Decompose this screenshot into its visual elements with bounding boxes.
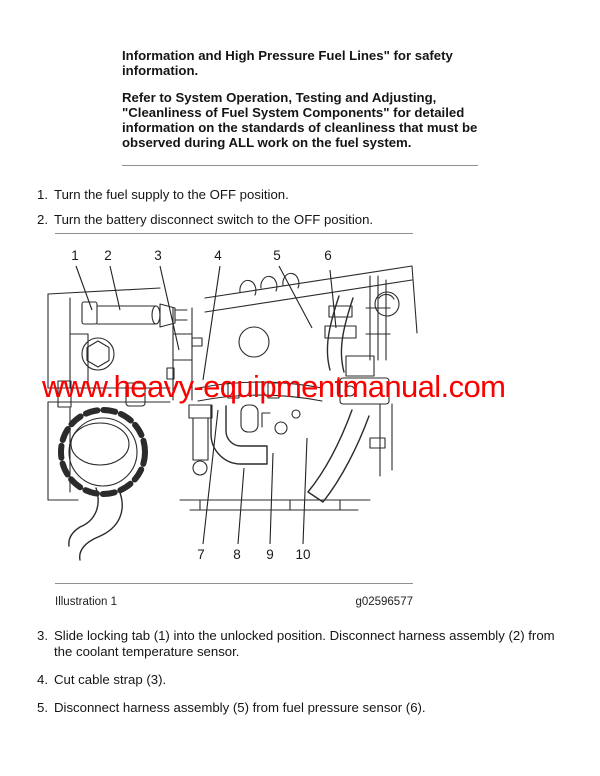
callout-label-7: 7 xyxy=(197,547,205,562)
engine-line-art xyxy=(40,238,420,578)
watermark-text: www.heavy-equipmentmanual.com xyxy=(42,369,506,404)
step-item-4 xyxy=(0,672,600,688)
engine-artwork xyxy=(48,266,417,560)
step-item-2 xyxy=(0,212,600,228)
step-item-3 xyxy=(0,628,600,660)
illustration-caption-label: Illustration 1 xyxy=(55,596,118,608)
illustration-bottom-divider xyxy=(55,583,413,584)
step-number: 2. xyxy=(37,212,48,227)
step-text: Turn the fuel supply to the OFF position. xyxy=(54,187,289,202)
callout-label-9: 9 xyxy=(266,547,274,562)
callout-label-4: 4 xyxy=(214,248,222,263)
step-number: 5. xyxy=(37,700,48,715)
illustration-top-divider xyxy=(55,233,413,234)
callout-label-5: 5 xyxy=(273,248,281,263)
callout-label-6: 6 xyxy=(324,248,332,263)
step-number: 4. xyxy=(37,672,48,687)
callout-label-10: 10 xyxy=(295,547,311,562)
callout-label-2: 2 xyxy=(104,248,112,263)
step-text: Cut cable strap (3). xyxy=(54,672,167,687)
section-divider xyxy=(122,165,478,166)
illustration-caption xyxy=(55,596,413,608)
engine-illustration-figure xyxy=(40,238,420,578)
callout-label-1: 1 xyxy=(71,248,79,263)
step-number: 3. xyxy=(37,628,48,643)
intro-paragraph-cleanliness: Refer to System Operation, Testing and Adjusting, "Cleanliness of Fuel System Components" for detailed information on the standards of cleanliness that must be observed during ALL work on the fuel system. xyxy=(122,90,478,150)
illustration-reference-number: g02596577 xyxy=(355,596,413,608)
step-item-1 xyxy=(0,187,600,203)
callout-label-3: 3 xyxy=(154,248,162,263)
step-item-5 xyxy=(0,700,600,716)
callout-label-8: 8 xyxy=(233,547,241,562)
step-text: Slide locking tab (1) into the unlocked position. Disconnect harness assembly (2) from the coolant temperature sensor. xyxy=(54,628,555,659)
intro-paragraph-safety: Information and High Pressure Fuel Lines" for safety information. xyxy=(122,48,453,78)
step-text: Turn the battery disconnect switch to the OFF position. xyxy=(54,212,374,227)
step-text: Disconnect harness assembly (5) from fuel pressure sensor (6). xyxy=(54,700,426,715)
step-number: 1. xyxy=(37,187,48,202)
